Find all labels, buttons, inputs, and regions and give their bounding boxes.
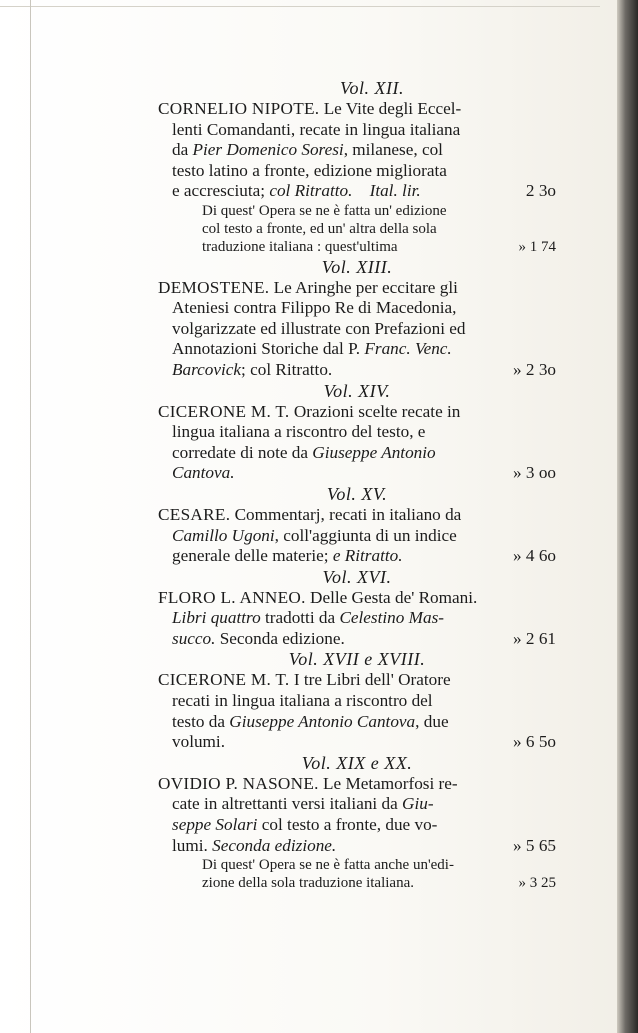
entry-author: DEMOSTENE. <box>158 277 270 297</box>
catalog-entry-cicerone-orazioni: CICERONE M. T. Orazioni scelte recate in lingua italiana a riscontro del testo, e corredate di note da Giuseppe Antonio Cantova. » 3 oo <box>158 401 556 483</box>
volume-heading: Vol. XIII. <box>321 256 393 277</box>
entry-note: Di quest' Opera se ne è fatta un' edizione col testo a fronte, ed un' altra della sola traduzione italiana : quest'ultima » 1 74 <box>202 202 556 256</box>
volume-heading: Vol. XII. <box>340 78 404 98</box>
entry-author: CICERONE M. T. <box>158 670 290 690</box>
entry-price: » 1 74 <box>518 239 556 256</box>
entry-price: » 4 6o <box>513 546 556 566</box>
page-top-edge <box>0 6 600 7</box>
catalog-entry-ovidio: OVIDIO P. NASONE. Le Metamorfosi re- cate in altrettanti versi italiani da Giu- seppe Solari col testo a fronte, due vo- lumi. Seconda edizione. » 5 65 <box>158 773 556 855</box>
volume-heading: Vol. XIX e XX. <box>301 752 413 773</box>
entry-price: 2 3o <box>525 181 556 201</box>
catalog-entry-demostene: DEMOSTENE. Le Aringhe per eccitare gli Ateniesi contra Filippo Re di Macedonia, volgarizzate ed illustrate con Prefazioni ed Annotazioni Storiche dal P. Franc. Venc. Barcovick; col Ritratto. » 2 3o <box>158 277 556 379</box>
catalog-entry-cesare: CESARE. Commentarj, recati in italiano da Camillo Ugoni, coll'aggiunta di un indice generale delle materie; e Ritratto. » 4 6o <box>158 504 556 566</box>
entry-note: Di quest' Opera se ne è fatta anche un'edi- zione della sola traduzione italiana. » 3 25 <box>202 857 556 892</box>
entry-price: » 2 61 <box>513 628 556 648</box>
entry-author: CICERONE M. T. <box>158 401 290 421</box>
volume-heading: Vol. XVII e XVIII. <box>288 649 426 670</box>
entry-price: » 5 65 <box>513 835 556 855</box>
catalog-entry-nipote: CORNELIO NIPOTE. Le Vite degli Eccel- lenti Comandanti, recate in lingua italiana da Pier Domenico Soresi, milanese, col testo latino a fronte, edizione migliorata e accresciuta; col Ritratto. Ital. lir. 2 3o <box>158 99 556 201</box>
entry-author: OVIDIO P. NASONE. <box>158 773 319 793</box>
catalog-entry-floro: FLORO L. ANNEO. Delle Gesta de' Romani. Libri quattro tradotti da Celestino Mas- succo. Seconda edizione. » 2 61 <box>158 587 556 648</box>
entry-author: FLORO L. ANNEO. <box>158 587 306 607</box>
volume-heading: Vol. XV. <box>326 483 388 504</box>
volume-heading: Vol. XVI. <box>322 566 392 587</box>
entry-author: CESARE. <box>158 504 231 524</box>
book-binding-edge <box>617 0 638 1033</box>
entry-price: » 3 oo <box>513 463 556 483</box>
volume-heading: Vol. XIV. <box>323 380 391 401</box>
catalog-entry-cicerone-oratore: CICERONE M. T. I tre Libri dell' Oratore recati in lingua italiana a riscontro del testo da Giuseppe Antonio Cantova, due volumi. » 6 5o <box>158 670 556 752</box>
entry-price: » 6 5o <box>513 732 556 752</box>
entry-author: CORNELIO NIPOTE. <box>158 99 320 118</box>
page-left-edge <box>30 0 31 1033</box>
entry-price: » 2 3o <box>513 359 556 379</box>
entry-price: » 3 25 <box>518 875 556 892</box>
catalog-list <box>158 78 556 893</box>
